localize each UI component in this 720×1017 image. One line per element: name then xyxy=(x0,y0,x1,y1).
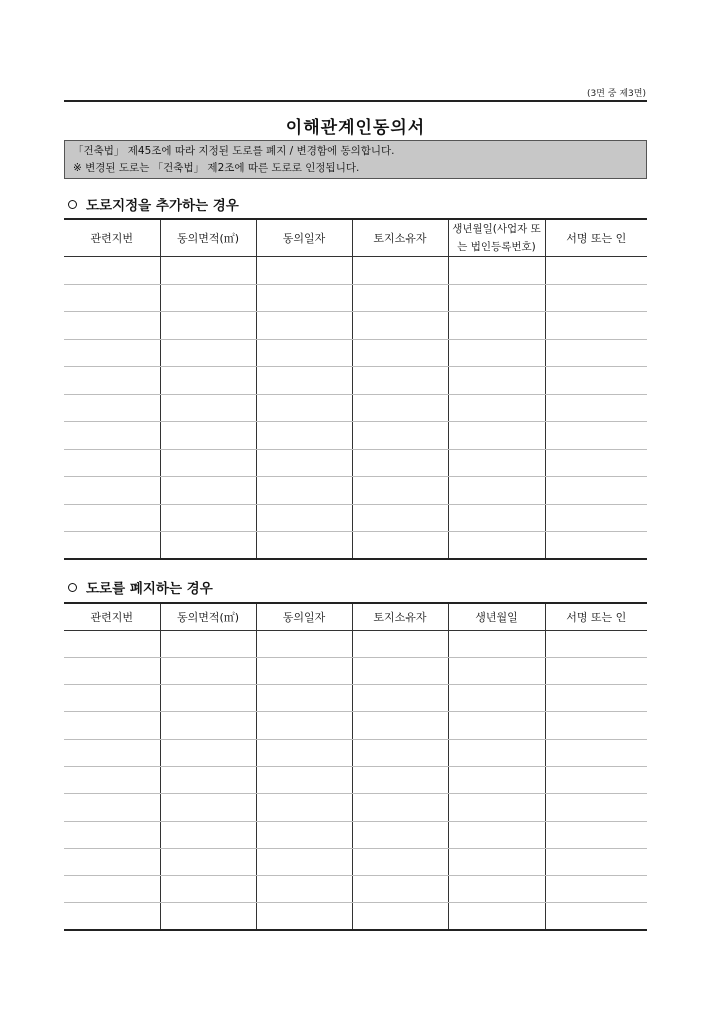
notice-line-1: 「건축법」 제45조에 따라 지정된 도로를 폐지 / 변경함에 동의합니다. xyxy=(73,145,395,157)
entry-cell[interactable] xyxy=(545,422,647,450)
entry-cell[interactable] xyxy=(160,766,256,793)
section-heading-add xyxy=(68,194,239,214)
entry-cell[interactable] xyxy=(64,339,160,367)
entry-cell[interactable] xyxy=(256,739,352,766)
entry-cell[interactable] xyxy=(448,821,545,848)
entry-cell[interactable] xyxy=(160,657,256,684)
entry-cell[interactable] xyxy=(448,657,545,684)
entry-cell[interactable] xyxy=(352,848,448,875)
entry-cell[interactable] xyxy=(448,739,545,766)
entry-cell[interactable] xyxy=(352,339,448,367)
entry-cell[interactable] xyxy=(352,394,448,422)
entry-cell[interactable] xyxy=(448,876,545,903)
entry-cell[interactable] xyxy=(352,739,448,766)
entry-cell[interactable] xyxy=(160,449,256,477)
entry-cell[interactable] xyxy=(545,657,647,684)
entry-cell[interactable] xyxy=(545,504,647,532)
entry-cell[interactable] xyxy=(352,477,448,505)
entry-cell[interactable] xyxy=(545,257,647,285)
section-heading-remove xyxy=(68,577,213,597)
entry-cell[interactable] xyxy=(160,257,256,285)
entry-cell[interactable] xyxy=(160,712,256,739)
entry-cell[interactable] xyxy=(545,685,647,712)
notice-line-2: ※ 변경된 도로는 「건축법」 제2조에 따른 도로로 인정됩니다. xyxy=(73,162,360,174)
entry-cell[interactable] xyxy=(352,284,448,312)
entry-cell[interactable] xyxy=(256,477,352,505)
remove-road-consent-table xyxy=(64,602,647,931)
entry-cell[interactable] xyxy=(352,766,448,793)
entry-cell[interactable] xyxy=(448,422,545,450)
entry-cell[interactable] xyxy=(256,422,352,450)
entry-cell[interactable] xyxy=(160,876,256,903)
entry-cell[interactable] xyxy=(545,630,647,657)
entry-cell[interactable] xyxy=(160,903,256,930)
entry-cell[interactable] xyxy=(160,477,256,505)
entry-cell[interactable] xyxy=(160,685,256,712)
entry-cell[interactable] xyxy=(160,848,256,875)
consent-notice-box xyxy=(64,140,647,179)
entry-cell[interactable] xyxy=(448,903,545,930)
entry-cell[interactable] xyxy=(256,312,352,340)
table-row xyxy=(64,821,647,848)
entry-cell[interactable] xyxy=(64,657,160,684)
entry-cell[interactable] xyxy=(64,312,160,340)
entry-cell[interactable] xyxy=(160,739,256,766)
entry-cell[interactable] xyxy=(64,794,160,821)
entry-cell[interactable] xyxy=(64,257,160,285)
entry-cell[interactable] xyxy=(352,422,448,450)
column-header: 관련지번 xyxy=(64,219,160,257)
column-header: 서명 또는 인 xyxy=(545,603,647,630)
entry-cell[interactable] xyxy=(448,766,545,793)
entry-cell[interactable] xyxy=(256,903,352,930)
entry-cell[interactable] xyxy=(64,821,160,848)
entry-cell[interactable] xyxy=(545,794,647,821)
column-header: 동의일자 xyxy=(256,603,352,630)
entry-cell[interactable] xyxy=(448,257,545,285)
entry-cell[interactable] xyxy=(448,312,545,340)
entry-cell[interactable] xyxy=(64,630,160,657)
entry-cell[interactable] xyxy=(352,712,448,739)
table-row xyxy=(64,739,647,766)
entry-cell[interactable] xyxy=(545,477,647,505)
entry-cell[interactable] xyxy=(545,312,647,340)
entry-cell[interactable] xyxy=(545,766,647,793)
entry-cell[interactable] xyxy=(256,630,352,657)
column-header: 생년월일(사업자 또는 법인등록번호) xyxy=(448,219,545,257)
section-heading-add-label: 도로지정을 추가하는 경우 xyxy=(86,198,239,214)
table-row xyxy=(64,312,647,340)
entry-cell[interactable] xyxy=(256,257,352,285)
section-heading-remove-label: 도로를 폐지하는 경우 xyxy=(86,581,213,597)
entry-cell[interactable] xyxy=(545,284,647,312)
entry-cell[interactable] xyxy=(64,903,160,930)
entry-cell[interactable] xyxy=(545,821,647,848)
entry-cell[interactable] xyxy=(64,284,160,312)
entry-cell[interactable] xyxy=(448,685,545,712)
entry-cell[interactable] xyxy=(448,449,545,477)
entry-cell[interactable] xyxy=(352,657,448,684)
entry-cell[interactable] xyxy=(352,903,448,930)
entry-cell[interactable] xyxy=(64,712,160,739)
column-header: 동의면적(㎡) xyxy=(160,219,256,257)
column-header: 서명 또는 인 xyxy=(545,219,647,257)
entry-cell[interactable] xyxy=(545,712,647,739)
entry-cell[interactable] xyxy=(64,848,160,875)
entry-cell[interactable] xyxy=(160,794,256,821)
entry-cell[interactable] xyxy=(64,532,160,560)
entry-cell[interactable] xyxy=(256,284,352,312)
entry-cell[interactable] xyxy=(352,685,448,712)
entry-cell[interactable] xyxy=(448,504,545,532)
entry-cell[interactable] xyxy=(160,312,256,340)
entry-cell[interactable] xyxy=(448,630,545,657)
top-divider xyxy=(64,100,647,102)
entry-cell[interactable] xyxy=(160,422,256,450)
entry-cell[interactable] xyxy=(545,876,647,903)
entry-cell[interactable] xyxy=(545,339,647,367)
entry-cell[interactable] xyxy=(64,394,160,422)
entry-cell[interactable] xyxy=(160,821,256,848)
table-row xyxy=(64,712,647,739)
entry-cell[interactable] xyxy=(545,739,647,766)
entry-cell[interactable] xyxy=(160,504,256,532)
table-row xyxy=(64,284,647,312)
entry-cell[interactable] xyxy=(256,848,352,875)
table-row xyxy=(64,903,647,930)
table-row xyxy=(64,477,647,505)
entry-cell[interactable] xyxy=(352,630,448,657)
entry-cell[interactable] xyxy=(352,821,448,848)
entry-cell[interactable] xyxy=(256,449,352,477)
entry-cell[interactable] xyxy=(64,477,160,505)
entry-cell[interactable] xyxy=(352,794,448,821)
table-row xyxy=(64,422,647,450)
column-header: 토지소유자 xyxy=(352,603,448,630)
entry-cell[interactable] xyxy=(352,449,448,477)
entry-cell[interactable] xyxy=(256,657,352,684)
entry-cell[interactable] xyxy=(448,848,545,875)
entry-cell[interactable] xyxy=(64,504,160,532)
entry-cell[interactable] xyxy=(160,630,256,657)
entry-cell[interactable] xyxy=(256,794,352,821)
table-row xyxy=(64,339,647,367)
entry-cell[interactable] xyxy=(160,339,256,367)
entry-cell[interactable] xyxy=(448,284,545,312)
entry-cell[interactable] xyxy=(545,848,647,875)
entry-cell[interactable] xyxy=(256,685,352,712)
entry-cell[interactable] xyxy=(545,394,647,422)
entry-cell[interactable] xyxy=(545,532,647,560)
entry-cell[interactable] xyxy=(256,766,352,793)
entry-cell[interactable] xyxy=(160,532,256,560)
entry-cell[interactable] xyxy=(256,876,352,903)
entry-cell[interactable] xyxy=(256,712,352,739)
entry-cell[interactable] xyxy=(160,284,256,312)
entry-cell[interactable] xyxy=(448,532,545,560)
entry-cell[interactable] xyxy=(256,367,352,395)
table-row xyxy=(64,657,647,684)
table-row xyxy=(64,876,647,903)
entry-cell[interactable] xyxy=(256,821,352,848)
entry-cell[interactable] xyxy=(448,712,545,739)
entry-cell[interactable] xyxy=(256,394,352,422)
entry-cell[interactable] xyxy=(256,504,352,532)
column-header: 생년월일 xyxy=(448,603,545,630)
entry-cell[interactable] xyxy=(160,394,256,422)
table-row xyxy=(64,630,647,657)
table-row xyxy=(64,848,647,875)
entry-cell[interactable] xyxy=(448,367,545,395)
entry-cell[interactable] xyxy=(352,504,448,532)
entry-cell[interactable] xyxy=(448,794,545,821)
column-header: 토지소유자 xyxy=(352,219,448,257)
page-reference: (3면 중 제3면) xyxy=(587,89,646,99)
column-header: 동의일자 xyxy=(256,219,352,257)
entry-cell[interactable] xyxy=(64,685,160,712)
entry-cell[interactable] xyxy=(352,312,448,340)
table-row xyxy=(64,257,647,285)
entry-cell[interactable] xyxy=(352,367,448,395)
entry-cell[interactable] xyxy=(448,339,545,367)
entry-cell[interactable] xyxy=(64,876,160,903)
table-row xyxy=(64,367,647,395)
entry-cell[interactable] xyxy=(352,532,448,560)
circle-bullet-icon xyxy=(68,200,77,209)
table-row xyxy=(64,504,647,532)
column-header: 관련지번 xyxy=(64,603,160,630)
table-row xyxy=(64,685,647,712)
circle-bullet-icon xyxy=(68,583,77,592)
page-title: 이해관계인동의서 xyxy=(285,118,426,138)
entry-cell[interactable] xyxy=(64,422,160,450)
entry-cell[interactable] xyxy=(64,739,160,766)
entry-cell[interactable] xyxy=(448,394,545,422)
table-row xyxy=(64,794,647,821)
entry-cell[interactable] xyxy=(64,449,160,477)
table-row xyxy=(64,766,647,793)
entry-cell[interactable] xyxy=(352,876,448,903)
column-header: 동의면적(㎡) xyxy=(160,603,256,630)
entry-cell[interactable] xyxy=(64,367,160,395)
entry-cell[interactable] xyxy=(545,903,647,930)
entry-cell[interactable] xyxy=(256,339,352,367)
entry-cell[interactable] xyxy=(448,477,545,505)
entry-cell[interactable] xyxy=(352,257,448,285)
entry-cell[interactable] xyxy=(64,766,160,793)
entry-cell[interactable] xyxy=(160,367,256,395)
add-road-consent-table xyxy=(64,218,647,560)
entry-cell[interactable] xyxy=(545,367,647,395)
table-row xyxy=(64,394,647,422)
entry-cell[interactable] xyxy=(256,532,352,560)
table-row xyxy=(64,449,647,477)
entry-cell[interactable] xyxy=(545,449,647,477)
table-row xyxy=(64,532,647,560)
